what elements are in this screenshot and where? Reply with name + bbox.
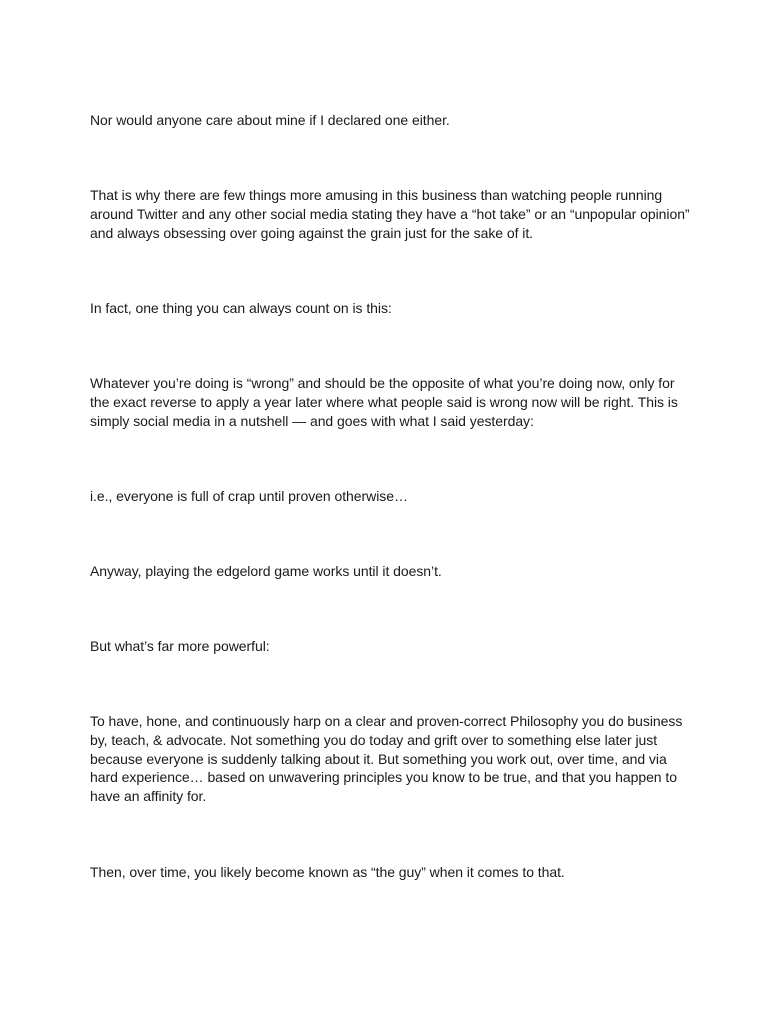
paragraph-9: Then, over time, you likely become known as “the guy” when it comes to that.	[90, 864, 565, 880]
paragraph-8: To have, hone, and continuously harp on a clear and proven-correct Philosophy you do business by, teach, & advocate. Not something you do today and grift over to something else later just because everyone is suddenly talking about it. But something you work out, over time, and via hard experience… based on unwavering principles you know to be true, and that you happen to have an affinity for.	[90, 713, 683, 805]
paragraph-3: In fact, one thing you can always count on is this:	[90, 300, 392, 316]
paragraph-7: But what’s far more powerful:	[90, 638, 270, 654]
paragraph-2: That is why there are few things more amusing in this business than watching people running around Twitter and any other social media stating they have a “hot take” or an “unpopular opinion” and always obsessing over going against the grain just for the sake of it.	[90, 187, 690, 241]
paragraph-1: Nor would anyone care about mine if I declared one either.	[90, 112, 450, 128]
paragraph-4: Whatever you’re doing is “wrong” and should be the opposite of what you’re doing now, only for the exact reverse to apply a year later where what people said is wrong now will be right. This is simply social media in a nutshell — and goes with what I said yesterday:	[90, 375, 678, 429]
paragraph-5: i.e., everyone is full of crap until proven otherwise…	[90, 488, 408, 504]
paragraph-6: Anyway, playing the edgelord game works until it doesn’t.	[90, 563, 442, 579]
